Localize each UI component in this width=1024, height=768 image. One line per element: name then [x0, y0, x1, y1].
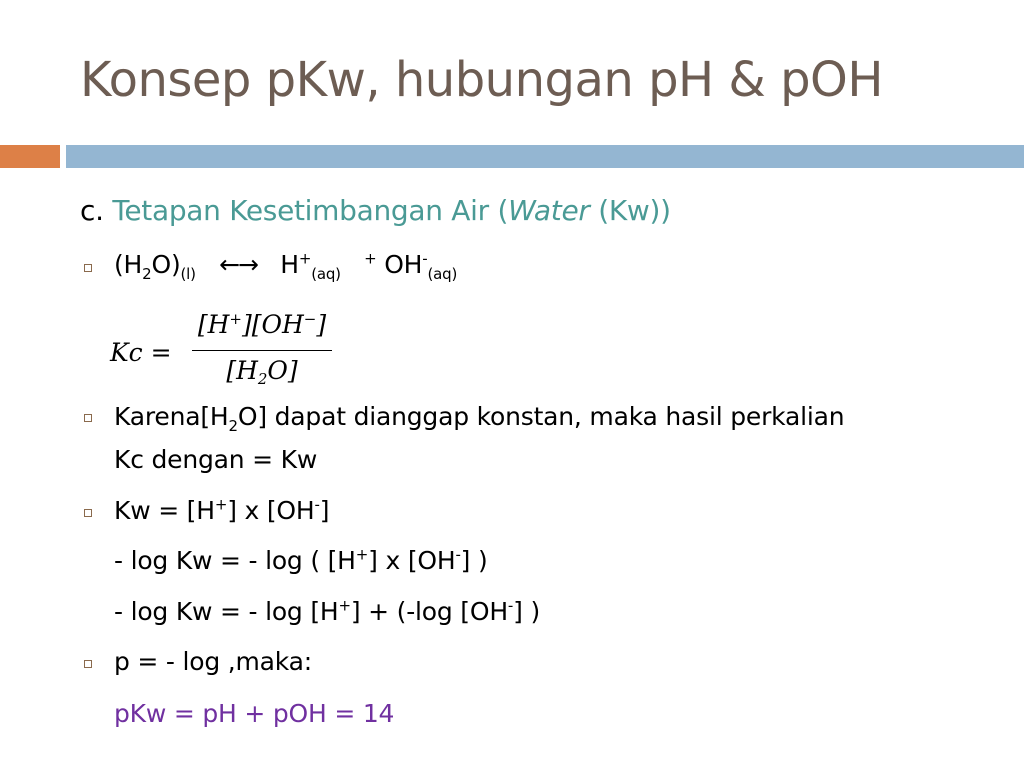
- log-step-1: - log Kw = - log ( [H+] x [OH-] ): [114, 545, 488, 575]
- accent-bar-orange: [0, 145, 60, 168]
- accent-bar-blue: [66, 145, 1024, 168]
- subheading-prefix: c.: [80, 194, 104, 227]
- slide-title: Konsep pKw, hubungan pH & pOH: [80, 52, 883, 108]
- subheading-italic: Water: [508, 194, 590, 227]
- p-definition: p = - log ,maka:: [114, 647, 312, 676]
- bullet-square-icon: [84, 264, 92, 272]
- log-step-2: - log Kw = - log [H+] + (-log [OH-] ): [114, 596, 540, 626]
- point-karena-line2: Kc dengan = Kw: [114, 445, 318, 474]
- bullet-square-icon: [84, 414, 92, 422]
- point-karena: $Karena[H_2O]$ dapat dianggap konstan, maka hasil perkalian: [114, 402, 845, 435]
- subheading: [80, 194, 671, 227]
- kc-denominator: $[H_2O]$: [226, 356, 298, 388]
- bullet-square-icon: [84, 509, 92, 517]
- kc-formula-lhs: Kc =: [110, 338, 172, 367]
- kw-expression: Kw = [H+] x [OH-]: [114, 495, 330, 525]
- fraction-line: [192, 350, 332, 351]
- reaction-equation: $(H_2O)_{(l)}$ ←→ $H^+_{(aq)}$ + $OH^-_{(aq)}$: [114, 249, 458, 283]
- kc-numerator: [H+][OH−]: [197, 310, 327, 339]
- pkw-result: pKw = pH + pOH = 14: [114, 699, 395, 728]
- subheading-text: Tetapan Kesetimbangan Air (Water (Kw)): [112, 194, 671, 227]
- equilibrium-arrows-icon: ←→: [219, 250, 257, 279]
- bullet-square-icon: [84, 660, 92, 668]
